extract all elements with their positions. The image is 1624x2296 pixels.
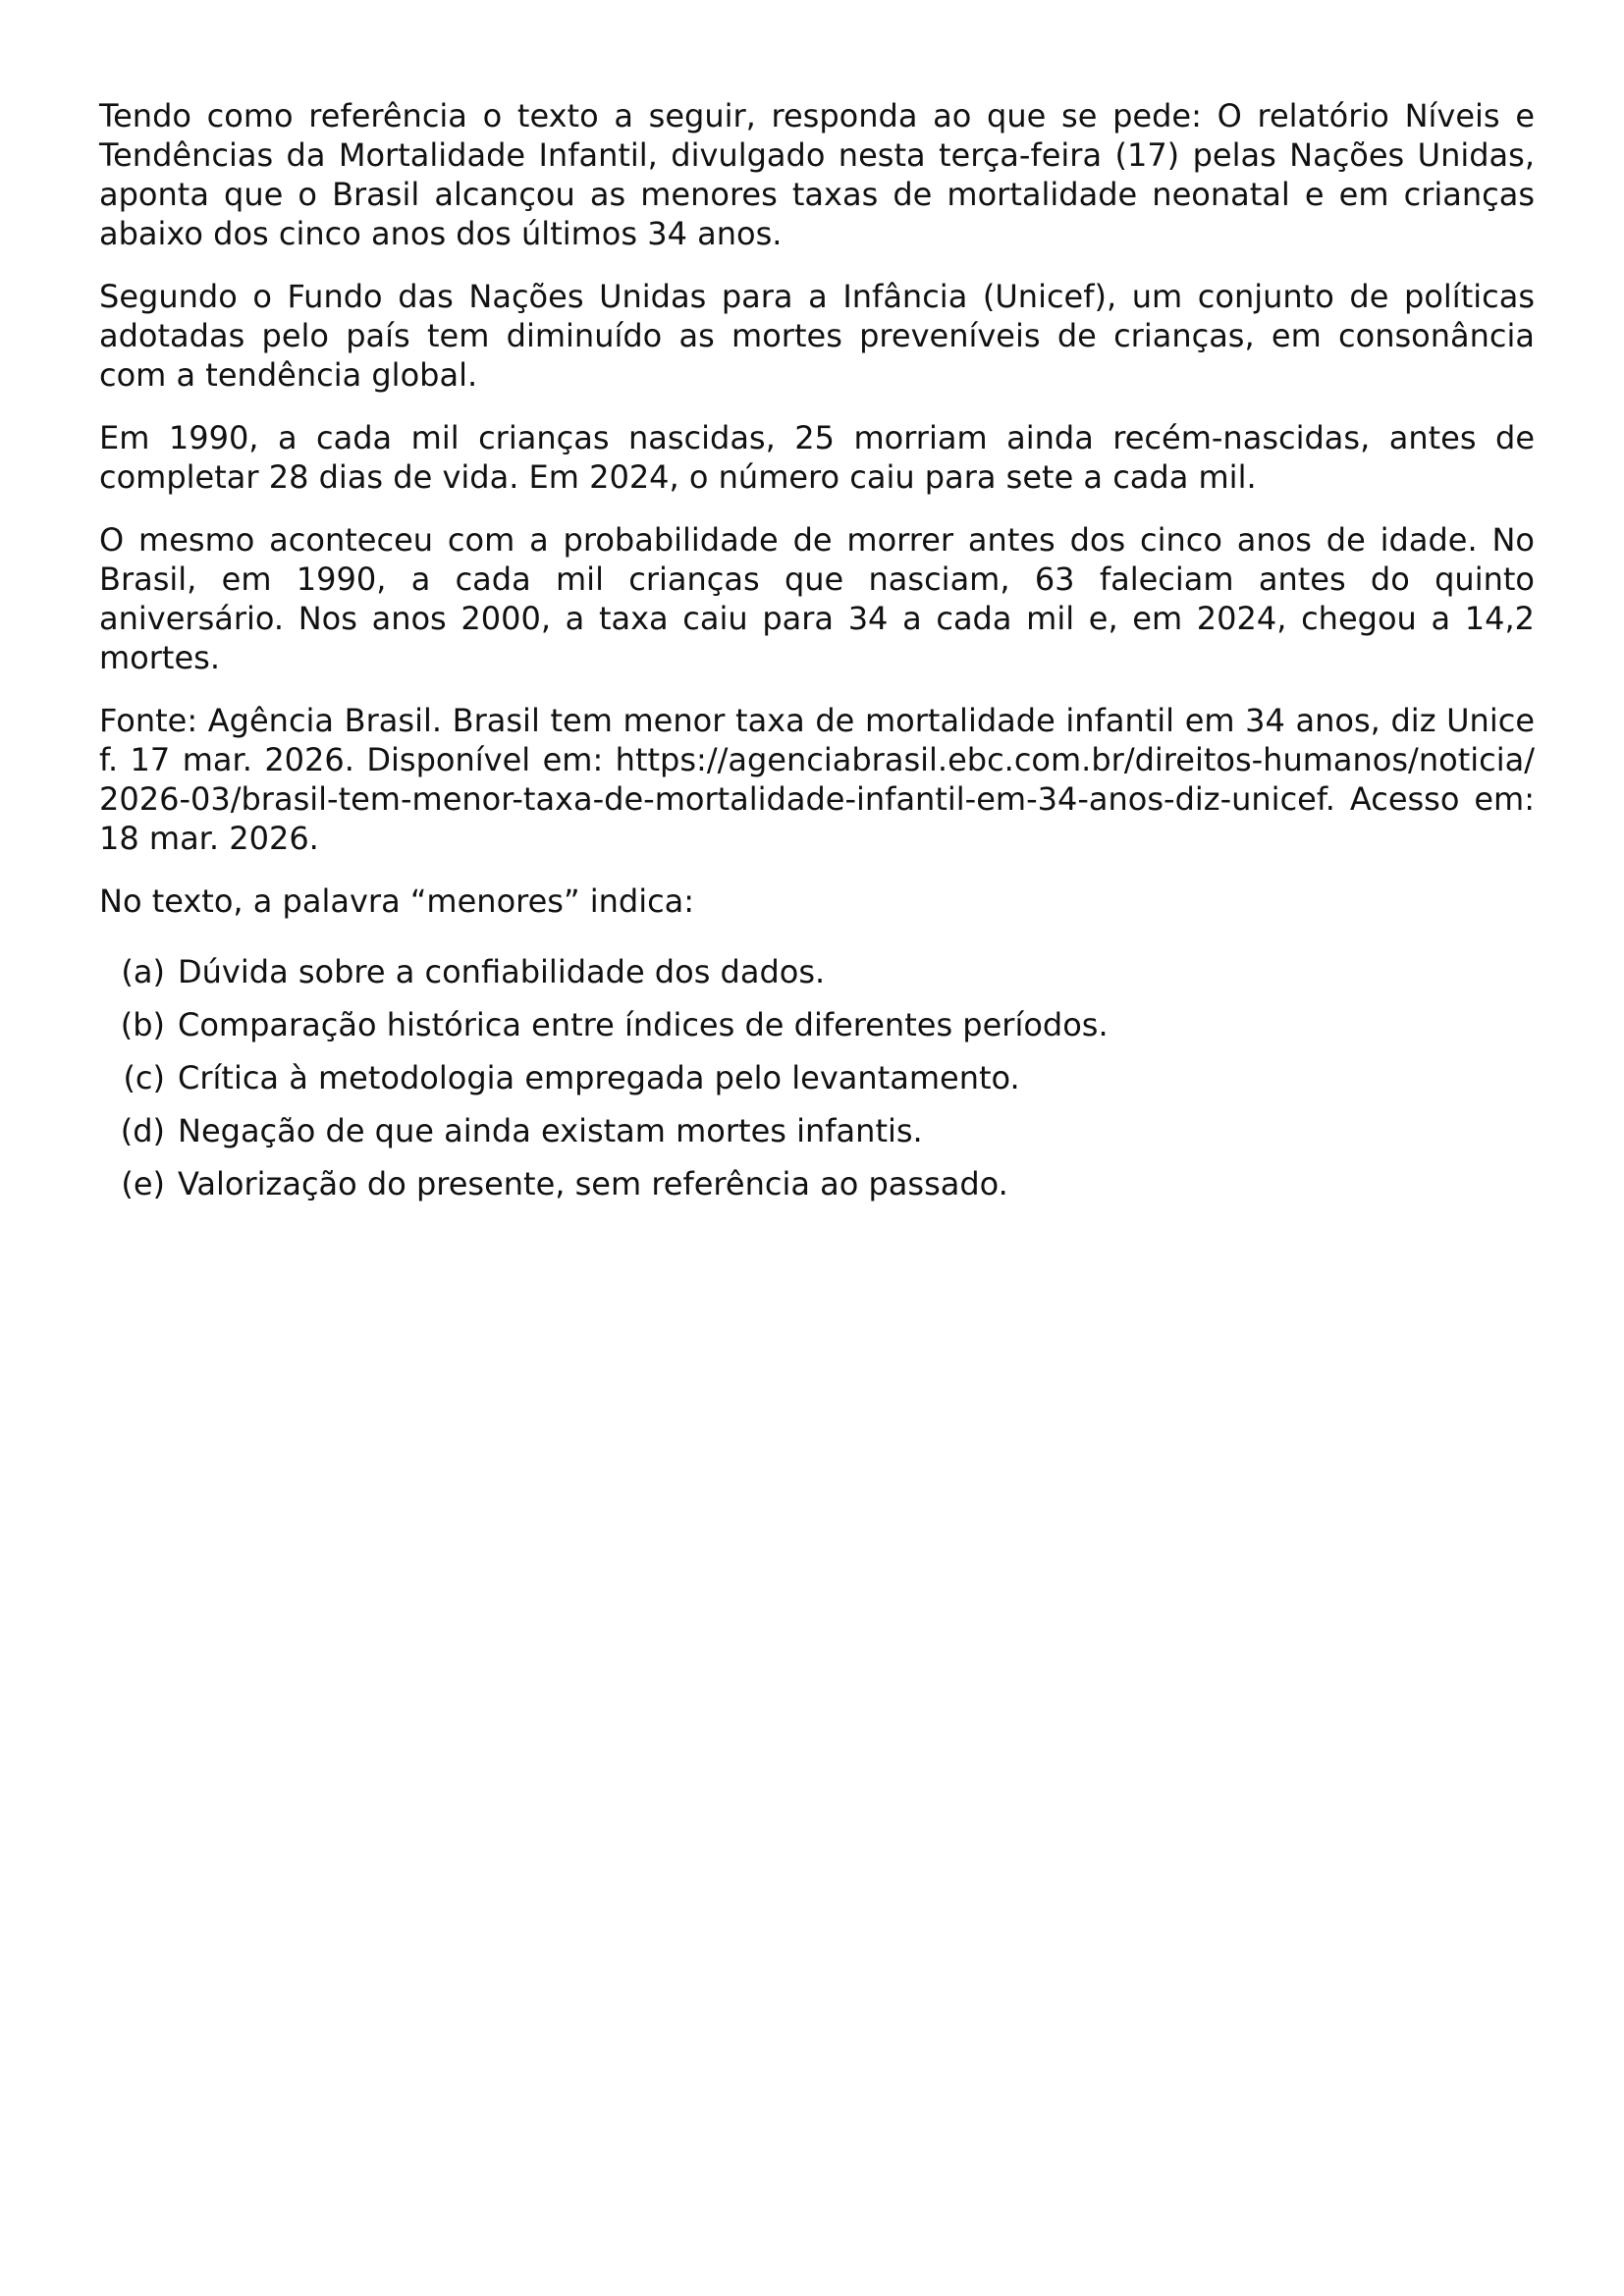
paragraph-under-five: O mesmo aconteceu com a probabilidade de morrer antes dos cinco anos de idade. No Brasil, em 1990, a cada mil crianças que nasciam, 63 faleciam antes do quinto aniversário. Nos anos 2000, a taxa caiu para 34 a cada mil e, em 2024, chegou a 14,2 mortes.	[99, 521, 1535, 676]
option-text: Dúvida sobre a confiabilidade dos dados.	[178, 953, 826, 990]
option-text: Comparação histórica entre índices de diferentes períodos.	[178, 1006, 1109, 1043]
answer-option-b[interactable]	[99, 1005, 1535, 1058]
source-citation: Fonte: Agência Brasil. Brasil tem menor taxa de mortalidade infantil em 34 anos, diz Unicef. 17 mar. 2026. Disponível em: https://agenciabrasil.ebc.com.br/direitos-humanos/noticia/2026-03/brasil-tem-menor-taxa-de-mortalidade-infantil-em-34-anos-diz-unicef. Acesso em: 18 mar. 2026.	[99, 702, 1535, 857]
paragraph-unicef: Segundo o Fundo das Nações Unidas para a Infância (Unicef), um conjunto de políticas adotadas pelo país tem diminuído as mortes preveníveis de crianças, em consonância com a tendência global.	[99, 278, 1535, 394]
option-label: (d)	[120, 1112, 165, 1149]
option-label: (c)	[123, 1059, 165, 1096]
option-label: (b)	[120, 1006, 165, 1043]
answer-option-d[interactable]	[99, 1111, 1535, 1164]
answer-options	[99, 952, 1535, 1217]
option-text: Valorização do presente, sem referência ao passado.	[178, 1165, 1008, 1202]
paragraph-intro: Tendo como referência o texto a seguir, responda ao que se pede: O relatório Níveis e Tendências da Mortalidade Infantil, divulgado nesta terça-feira (17) pelas Nações Unidas, aponta que o Brasil alcançou as menores taxas de mortalidade neonatal e em crianças abaixo dos cinco anos dos últimos 34 anos.	[99, 97, 1535, 252]
answer-option-e[interactable]	[99, 1164, 1535, 1217]
paragraph-neonatal: Em 1990, a cada mil crianças nascidas, 25 morriam ainda recém-nascidas, antes de completar 28 dias de vida. Em 2024, o número caiu para sete a cada mil.	[99, 419, 1535, 496]
option-text: Negação de que ainda existam mortes infantis.	[178, 1112, 923, 1149]
option-text: Crítica à metodologia empregada pelo levantamento.	[178, 1059, 1020, 1096]
document-page	[99, 96, 1535, 1217]
answer-option-c[interactable]	[99, 1058, 1535, 1111]
answer-option-a[interactable]	[99, 952, 1535, 1005]
question-prompt: No texto, a palavra “menores” indica:	[99, 882, 695, 920]
option-label: (a)	[121, 953, 165, 990]
option-label: (e)	[121, 1165, 165, 1202]
